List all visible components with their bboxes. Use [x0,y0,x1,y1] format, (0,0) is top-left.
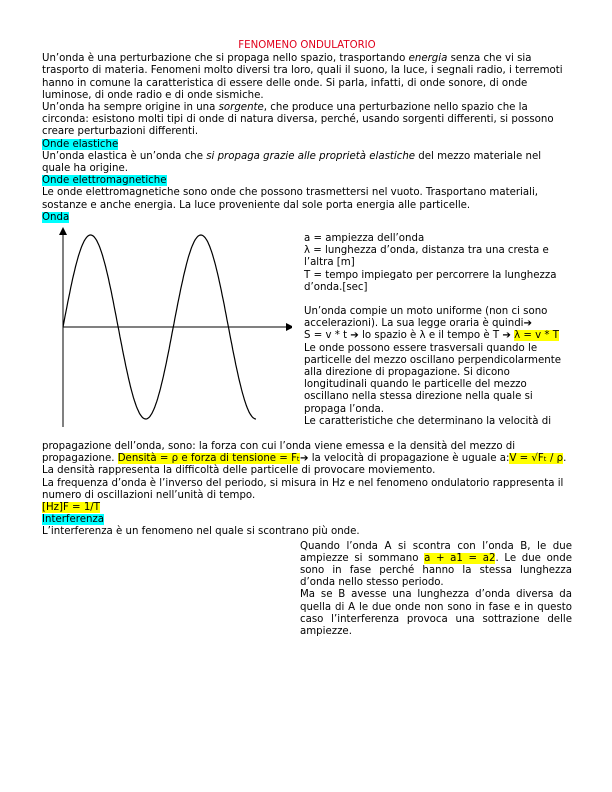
densita-paragraph: La densità rappresenta la difficoltà delle particelle di provocare moviemento. [42,465,436,477]
interferenza-column [300,541,572,639]
sine-wave-figure [42,227,292,439]
document-page [42,40,572,649]
onde-trasversali: Le onde possono essere trasversali quando le particelle del mezzo oscillano perpendicolarmente alla direzione di propagazione. Si dicono longitudinali quando le particelle del mezzo oscillano nella stessa direzione nella quale si propaga l’onda. [304,342,561,415]
intro-paragraph-2 [42,102,572,139]
heading-onde-elettromagnetiche: Onde elettromagnetiche [42,175,167,187]
interferenza-text: Quando l’onda A si scontra con l’onda B, le due ampiezze si sommano [300,540,572,564]
heading-onde-elastiche: Onde elastiche [42,138,119,150]
wave-section [42,225,572,441]
def-tempo: T = tempo impiegato per percorrere la lunghezza d’onda.[sec] [304,269,557,293]
page-title: FENOMENO ONDULATORIO [238,40,376,51]
frequenza-paragraph: La frequenza d’onda è l’inverso del periodo, si misura in Hz e nel fenomeno ondulatorio rappresenta il numero di oscillazioni nell’unità di tempo. [42,477,564,501]
interferenza-section [42,539,572,649]
intro-emphasis: sorgente [218,102,264,114]
moto-uniforme: Un’onda compie un moto uniforme (non ci sono accelerazioni). La sua legge oraria è quindi➔ [304,306,548,330]
intro-text: , che produce una perturbazione nello spazio che la circonda: esistono molti tipi di onde di natura diversa, perché, usando sorgenti differenti, si possono creare perturbazioni differenti. [42,102,554,138]
heading-onda: Onda [42,211,70,223]
formula-velocita: V = √Fₜ / ρ [509,453,564,465]
caratteristiche-start: Le caratteristiche che determinano la velocità di [304,415,552,427]
legge-oraria-text: S = v * t ➔ lo spazio è λ e il tempo è T ➔ [304,330,515,342]
formula-ampiezze: a + a1 = a2 [424,552,496,564]
formula-frequenza: [Hz]F = 1/T [42,502,100,514]
elastiche-text: del mezzo materiale nel quale ha origine. [42,150,542,175]
intro-text: senza che vi sia trasporto di materia. Fenomeni molto diversi tra loro, quali il suono, la luce, i segnali radio, i terremoti hanno in comune la caratteristica di essere delle onde. Si parla, infatti, di onde sonore, di onde luminose, di onde radio e di onde sismiche. [42,53,563,101]
caratteristiche-text: propagazione dell’onda, sono: la forza con cui l’onda viene emessa e la densità del mezzo di propagazione. [42,441,516,465]
caratteristiche-text: . [563,453,567,465]
def-lunghezza: λ = lunghezza d’onda, distanza tra una cresta e l’altra [m] [304,245,549,269]
intro-text: Un’onda è una perturbazione che si propaga nello spazio, trasportando [42,53,409,65]
intro-emphasis: energia [408,53,448,65]
elastiche-paragraph [42,151,572,175]
interferenza-paragraph-1 [300,541,572,590]
intro-paragraph-1 [42,53,572,102]
def-ampiezza: a = ampiezza dell’onda [304,233,425,245]
caratteristiche-paragraph [42,441,572,465]
formula-lambda: λ = v * T [514,330,559,342]
elettro-paragraph: Le onde elettromagnetiche sono onde che possono trasmettersi nel vuoto. Trasportano materiali, sostanze e anche energia. La luce proveniente dal sole porta energia alle particelle. [42,187,539,211]
heading-interferenza: Interferenza [42,514,105,526]
interferenza-text: . Le due onde sono in fase perché hanno la stessa lunghezza d’onda nello stesso periodo. [300,552,572,589]
formula-densita-tensione: Densità = ρ e forza di tensione = Fₜ [117,453,300,465]
elastiche-emphasis: si propaga grazie alle proprietà elastiche [206,150,416,162]
intro-text: Un’onda ha sempre origine in una [42,102,219,114]
elastiche-text: Un’onda elastica è un’onda che [42,150,207,162]
legge-oraria [304,330,572,342]
interferenza-definition: L’interferenza è un fenomeno nel quale si scontrano più onde. [42,526,360,538]
caratteristiche-text: ➔ la velocità di propagazione è uguale a: [299,453,510,465]
interferenza-paragraph-2: Ma se B avesse una lunghezza d’onda diversa da quella di A le due onde non sono in fase e in questo caso l’interferenza provoca una sottrazione delle ampiezze. [300,589,572,638]
wave-definitions [304,233,572,428]
